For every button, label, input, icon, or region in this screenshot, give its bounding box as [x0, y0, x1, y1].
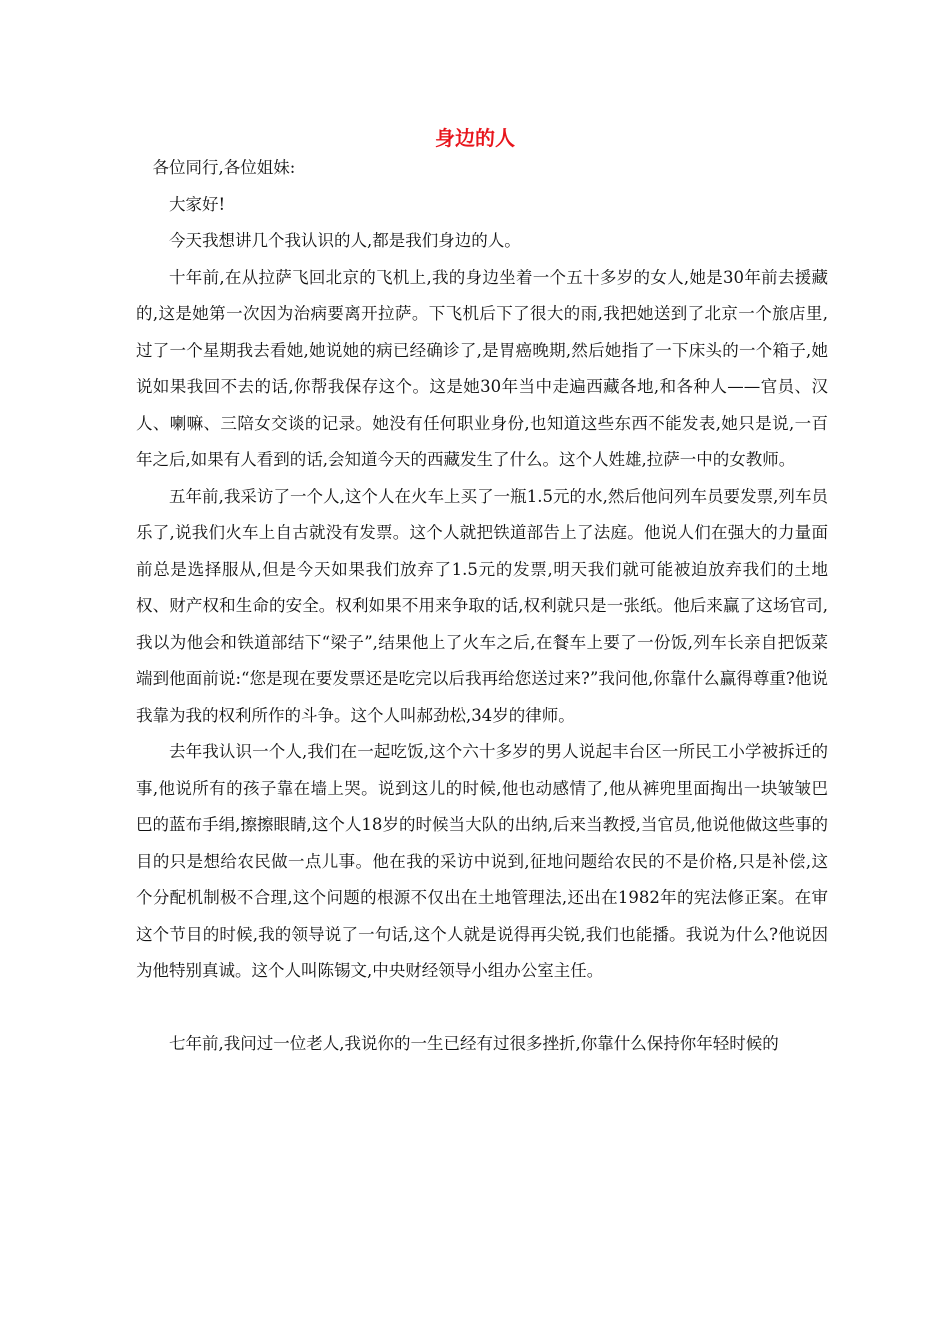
paragraph: 十年前,在从拉萨飞回北京的飞机上,我的身边坐着一个五十多岁的女人,她是30年前去援藏的,这是她第一次因为治病要离开拉萨。下飞机后下了很大的雨,我把她送到了北京一个旅店里,过了一个星期我去看她,她说她的病已经确诊了,是胃癌晚期,然后她指了一下床头的一个箱子,她说如果我回不去的话,你帮我保存这个。这是她30年当中走遍西藏各地,和各种人——官员、汉人、喇嘛、三陪女交谈的记录。她没有任何职业身份,也知道这些东西不能发表,她只是说,一百年之后,如果有人看到的话,会知道今天的西藏发生了什么。这个人姓雄,拉萨一中的女教师。 [136, 267, 828, 469]
paragraph: 五年前,我采访了一个人,这个人在火车上买了一瓶1.5元的水,然后他问列车员要发票,列车员乐了,说我们火车上自古就没有发票。这个人就把铁道部告上了法庭。他说人们在强大的力量面前总是选择服从,但是今天如果我们放弃了1.5元的发票,明天我们就可能被迫放弃我们的土地权、财产权和生命的安全。权利如果不用来争取的话,权利就只是一张纸。他后来赢了这场官司,我以为他会和铁道部结下“梁子”,结果他上了火车之后,在餐车上要了一份饭,列车长亲自把饭菜端到他面前说:“您是现在要发票还是吃完以后我再给您送过来?”我问他,你靠什么赢得尊重?他说我靠为我的权利所作的斗争。这个人叫郝劲松,34岁的律师。 [136, 486, 828, 725]
paragraph: 今天我想讲几个我认识的人,都是我们身边的人。 [169, 231, 521, 250]
document-title: 身边的人 [435, 126, 515, 150]
document-body [136, 150, 828, 1062]
paragraph: 去年我认识一个人,我们在一起吃饭,这个六十多岁的男人说起丰台区一所民工小学被拆迁的事,他说所有的孩子靠在墙上哭。说到这儿的时候,他也动感情了,他从裤兜里面掏出一块皱皱巴巴的蓝布手绢,擦擦眼睛,这个人18岁的时候当大队的出纳,后来当教授,当官员,他说他做这些事的目的只是想给农民做一点儿事。他在我的采访中说到,征地问题给农民的不是价格,只是补偿,这个分配机制极不合理,这个问题的根源不仅出在土地管理法,还出在1982年的宪法修正案。在审这个节目的时候,我的领导说了一句话,这个人就是说得再尖锐,我们也能播。我说为什么?他说因为他特别真诚。这个人叫陈锡文,中央财经领导小组办公室主任。 [136, 742, 828, 980]
paragraph: 七年前,我问过一位老人,我说你的一生已经有过很多挫折,你靠什么保持你年轻时候的 [169, 1033, 779, 1053]
salutation: 各位同行,各位姐妹: [152, 158, 296, 177]
paragraph: 大家好! [169, 194, 226, 214]
